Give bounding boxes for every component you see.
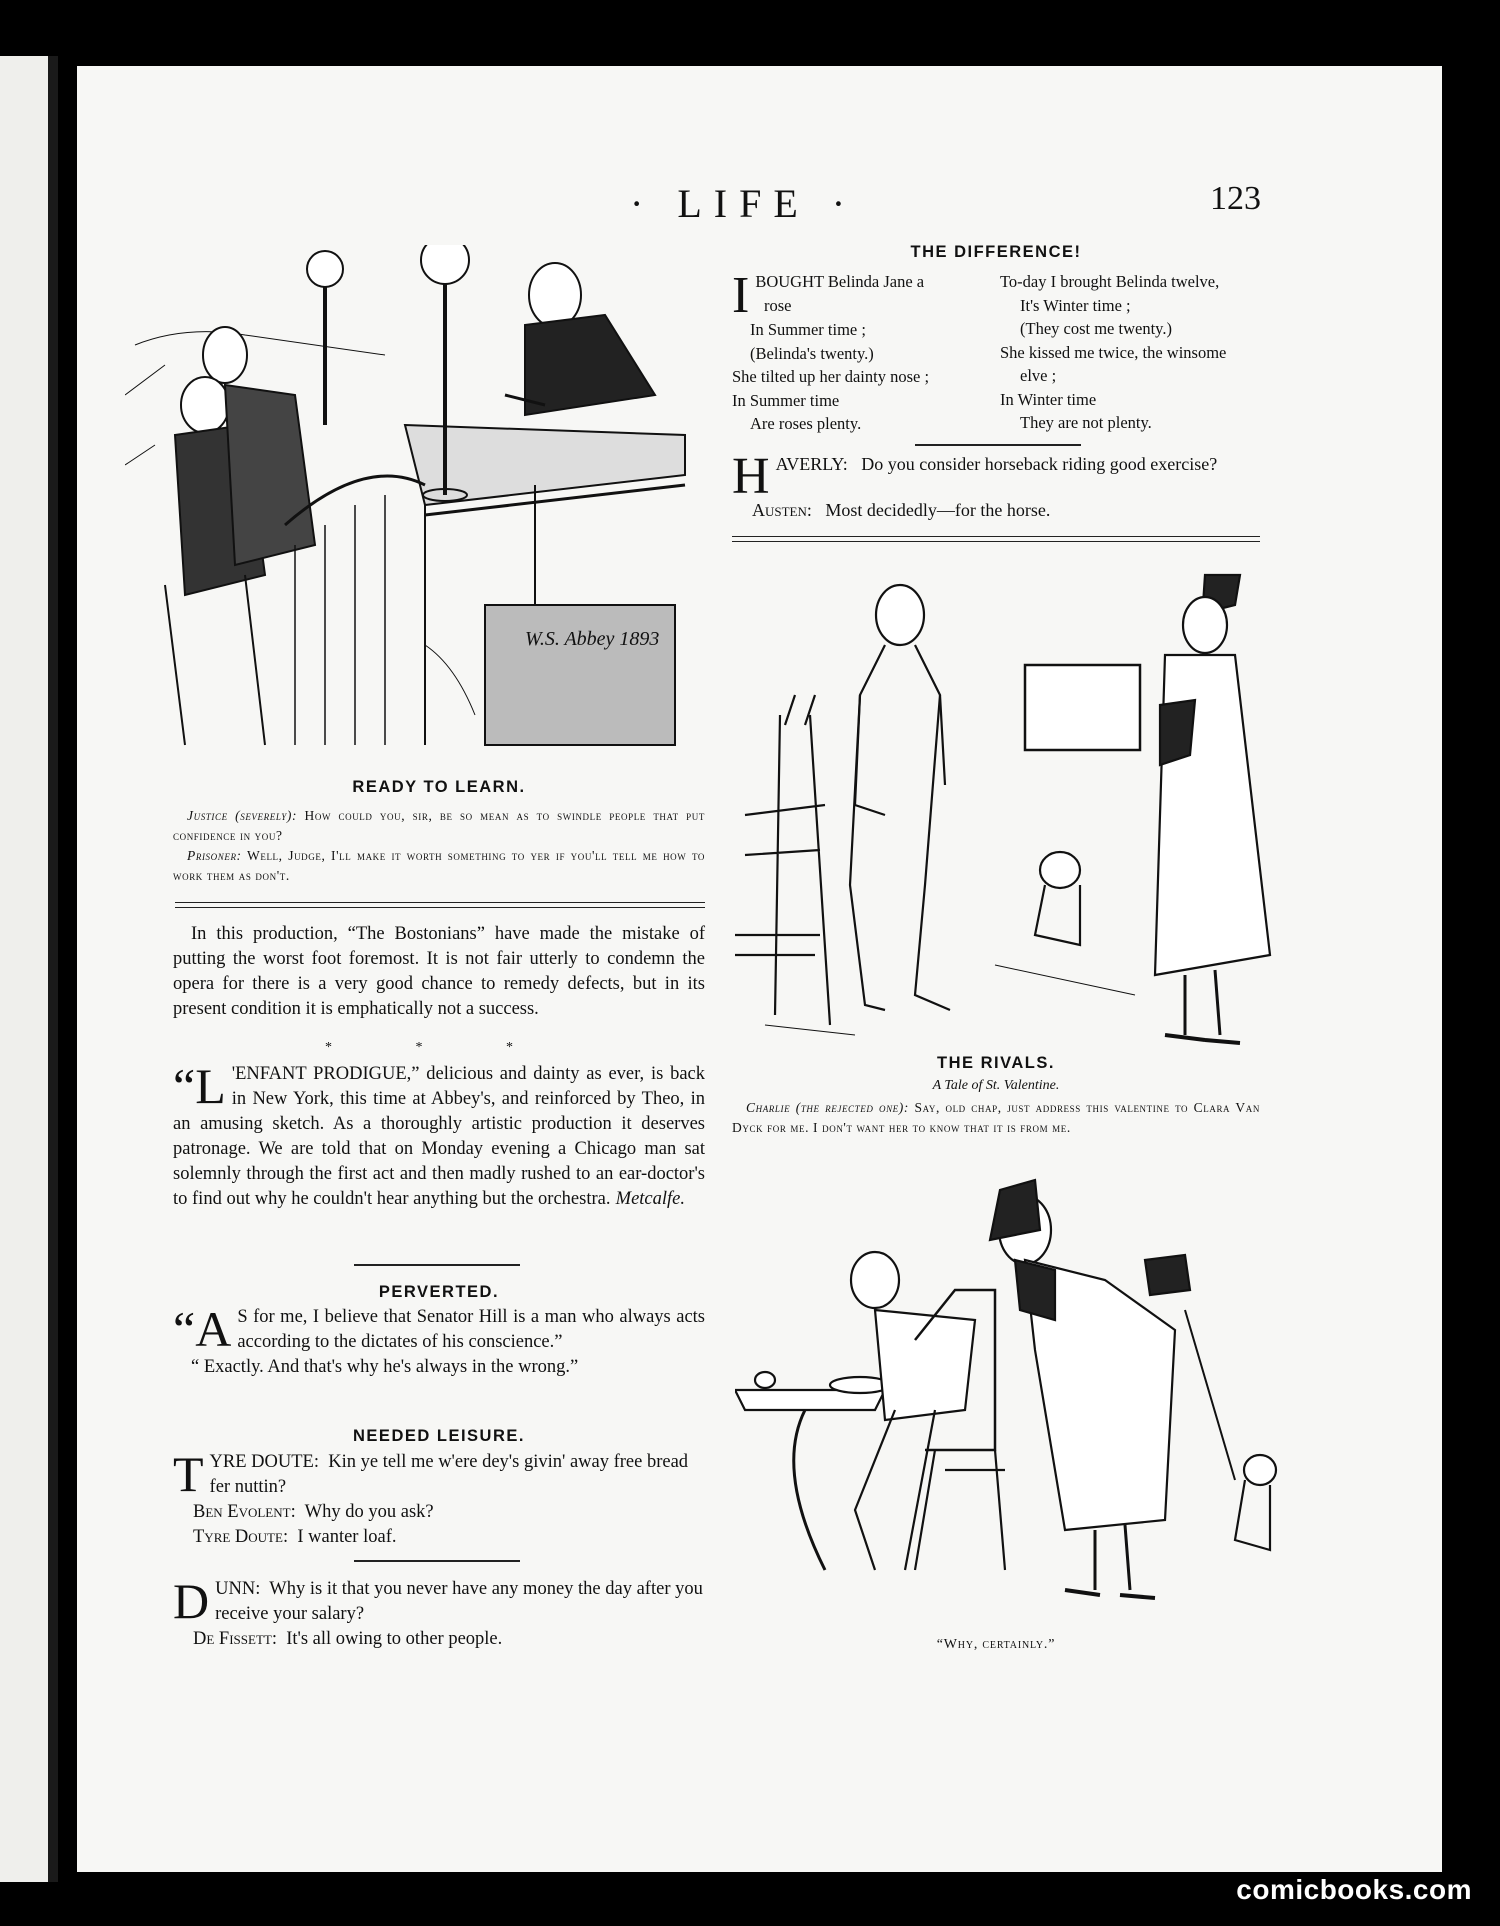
ready-to-learn-caption	[173, 806, 705, 886]
austen-line: Most decidedly—for the horse.	[825, 500, 1051, 520]
difference-right-line-7: They are not plenty.	[1020, 413, 1152, 432]
difference-left-line-1: BOUGHT Belinda Jane a	[755, 272, 925, 291]
difference-right-line-1: To-day I brought Belinda twelve,	[1000, 272, 1220, 291]
difference-left-line-4: (Belinda's twenty.)	[750, 343, 874, 363]
haverly-line: Do you consider horseback riding good exercise?	[861, 454, 1218, 474]
illustration-signature: W.S. Abbey 1893	[525, 628, 660, 650]
prisoner-text: Well, Judge, I'll make it worth something to yer if you'll tell me how to work them as don't.	[173, 848, 705, 883]
prisoner-label: Prisoner:	[187, 848, 242, 863]
difference-right-line-5: elve ;	[1020, 366, 1057, 385]
ben-evolent-line: Why do you ask?	[304, 1502, 434, 1522]
short-divider-3	[915, 444, 1081, 446]
enfant-paragraph	[173, 1058, 705, 1212]
justice-label: Justice (severely):	[187, 808, 298, 823]
rivals-drawing	[735, 555, 1295, 1055]
needed-leisure-title: NEEDED LEISURE.	[353, 1427, 525, 1445]
bostonians-paragraph: In this production, “The Bostonians” have made the mistake of putting the worst foot foremost. It is not fair utterly to condemn the opera for there is a very good chance to remedy defects, but in its present condition it is emphatically not a success.	[173, 924, 705, 1019]
difference-left-line-2: rose	[764, 295, 792, 315]
dunn-line: Why is it that you never have any money the day after you receive your salary?	[215, 1579, 703, 1624]
de-fissett-speaker: De Fissett:	[193, 1629, 277, 1649]
perverted-text	[173, 1301, 705, 1380]
enfant-dropcap: “L	[173, 1058, 226, 1114]
austen-speaker: Austen:	[752, 500, 812, 520]
needed-leisure-dropcap: T	[173, 1446, 204, 1502]
perverted-dropcap: “A	[173, 1301, 232, 1357]
needed-leisure-text	[173, 1446, 705, 1550]
previous-page-edge	[0, 56, 58, 1882]
haverly-text	[732, 448, 1260, 523]
short-divider	[354, 1264, 520, 1266]
section-divider-2	[732, 536, 1260, 542]
difference-title: THE DIFFERENCE!	[910, 243, 1082, 261]
dunn-text	[173, 1573, 705, 1652]
magazine-title: · LIFE ·	[630, 181, 858, 226]
tyre-doute-line-2: I wanter loaf.	[297, 1527, 397, 1547]
difference-left-line-3: In Summer time ;	[750, 320, 866, 339]
why-certainly-illustration	[735, 1170, 1315, 1630]
haverly-dropcap: H	[732, 448, 770, 505]
page-number: 123	[1210, 180, 1261, 217]
justice-text: How could you, sir, be so mean as to swindle people that put confidence in you?	[173, 808, 705, 843]
difference-right-line-6: In Winter time	[1000, 389, 1097, 409]
haverly-speaker: AVERLY:	[775, 454, 848, 474]
difference-left-stanza	[732, 267, 997, 436]
section-divider	[175, 902, 705, 908]
tyre-doute-speaker: YRE DOUTE:	[209, 1452, 319, 1472]
why-certainly-drawing	[735, 1170, 1315, 1630]
rivals-subtitle: A Tale of St. Valentine.	[932, 1078, 1060, 1093]
difference-left-line-5: She tilted up her dainty nose ;	[732, 367, 930, 386]
rivals-caption	[732, 1098, 1260, 1138]
enfant-text: 'ENFANT PRODIGUE,” delicious and dainty as ever, is back in New York, this time at Abbey's, and reinforced by Theo, in an amusing sketch. As a thoroughly artistic production it deserves patronage. We are told that on Monday evening a Chicago man sat solemnly through the first act and then madly rushed to an ear-doctor's to find out why he couldn't hear anything but the orchestra.	[173, 1064, 705, 1209]
charlie-text: Say, old chap, just address this valentine to Clara Van Dyck for me. I don't want her to know that it is from me.	[732, 1100, 1260, 1135]
short-divider-2	[354, 1560, 520, 1562]
separator-stars: * * *	[325, 1040, 553, 1055]
perverted-title: PERVERTED.	[378, 1283, 500, 1301]
ben-evolent-speaker: Ben Evolent:	[193, 1502, 296, 1522]
difference-right-line-4: She kissed me twice, the winsome	[1000, 342, 1227, 362]
tyre-doute-speaker-2: Tyre Doute:	[193, 1527, 289, 1547]
tyre-doute-line: Kin ye tell me w'ere dey's givin' away free bread fer nuttin?	[209, 1452, 689, 1497]
enfant-signature: Metcalfe.	[615, 1189, 685, 1209]
courtroom-illustration	[125, 245, 705, 765]
courtroom-drawing	[125, 245, 705, 765]
difference-dropcap: I	[732, 267, 750, 324]
ready-to-learn-title: READY TO LEARN.	[352, 778, 526, 796]
perverted-line2: “ Exactly. And that's why he's always in the wrong.”	[191, 1357, 579, 1377]
rivals-title: THE RIVALS.	[937, 1054, 1055, 1072]
perverted-line1: S for me, I believe that Senator Hill is a man who always acts according to the dictates of his conscience.”	[237, 1307, 705, 1352]
difference-right-line-2: It's Winter time ;	[1020, 295, 1131, 315]
difference-right-stanza	[1000, 270, 1262, 435]
watermark: comicbooks.com	[1236, 1874, 1472, 1905]
why-certainly-caption: “Why, certainly.”	[936, 1637, 1056, 1652]
difference-right-line-3: (They cost me twenty.)	[1020, 319, 1172, 338]
rivals-illustration	[735, 555, 1295, 1055]
de-fissett-line: It's all owing to other people.	[286, 1629, 503, 1649]
dunn-dropcap: D	[173, 1573, 210, 1629]
difference-left-line-6: In Summer time	[732, 390, 840, 410]
dunn-speaker: UNN:	[215, 1579, 261, 1599]
difference-left-line-7: Are roses plenty.	[750, 414, 862, 433]
charlie-label: Charlie (the rejected one):	[746, 1100, 909, 1115]
